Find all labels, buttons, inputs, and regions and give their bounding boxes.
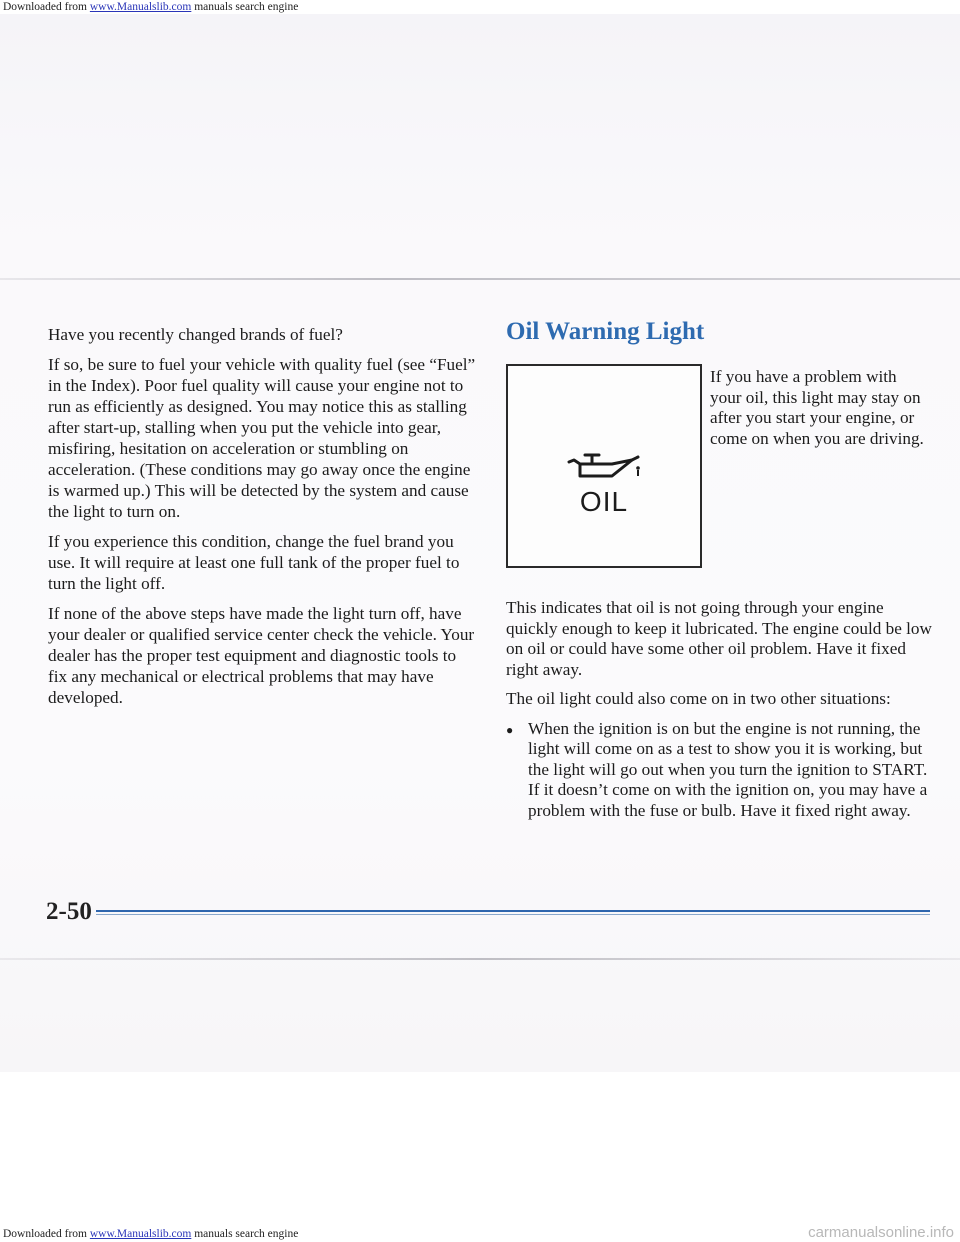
- banner-suffix: manuals search engine: [191, 1, 299, 13]
- oil-indicator-label: OIL: [579, 486, 629, 517]
- scan-top-edge: [0, 278, 960, 280]
- manualslib-link[interactable]: www.Manualslib.com: [89, 1228, 192, 1240]
- section-heading: Oil Warning Light: [506, 318, 705, 345]
- watermark: carmanualsonline.info: [808, 1224, 954, 1241]
- fuel-brand-paragraph: If you experience this condition, change the fuel brand you use. It will require at least one full tank of the proper fuel to turn the light off.: [48, 532, 460, 593]
- bottom-banner-text: [3, 1227, 298, 1241]
- footer-rule-thin: [96, 914, 930, 915]
- oil-can-icon: [566, 446, 642, 482]
- footer-rule: [96, 910, 930, 912]
- banner-prefix: Downloaded from: [3, 1228, 90, 1240]
- oil-lubrication-paragraph: This indicates that oil is not going through your engine quickly enough to keep it lubricated. The engine could be low on oil or could have some other oil problem. Have it fixed right away.: [506, 598, 932, 679]
- banner-prefix: Downloaded from: [3, 1, 90, 13]
- bullet-text: When the ignition is on but the engine is not running, the light will come on as a test to show you it is working, but the light will go out when you turn the ignition to START. If it doesn’t come on with the ignition on, you may have a problem with the fuse or bulb. Have it fixed right away.: [528, 718, 928, 820]
- page-number: 2-50: [46, 898, 92, 925]
- manualslib-link[interactable]: www.Manualslib.com: [89, 1, 192, 13]
- bullet-icon: ●: [506, 722, 514, 737]
- download-banner-bottom: [0, 1226, 960, 1242]
- fuel-question: Have you recently changed brands of fuel?: [48, 325, 343, 344]
- fuel-quality-paragraph: If so, be sure to fuel your vehicle with quality fuel (see “Fuel” in the Index). Poor fuel quality will cause your engine not to run as efficiently as designed. You may notice this as stalling after start-up, stalling when you put the vehicle into gear, misfiring, hesitation on acceleration or stumbling on acceleration. (These conditions may go away once the engine is warmed up.) This will be detected by the system and cause the light to turn on.: [48, 355, 476, 521]
- bullet-item: [506, 719, 936, 822]
- scan-bottom-edge: [0, 958, 960, 960]
- oil-situations-intro: The oil light could also come on in two other situations:: [506, 689, 891, 708]
- banner-suffix: manuals search engine: [191, 1228, 299, 1240]
- dealer-paragraph: If none of the above steps have made the light turn off, have your dealer or qualified service center check the vehicle. Your dealer has the proper test equipment and diagnostic tools to fix any mechanical or electrical problems that may have developed.: [48, 604, 475, 707]
- left-column: [48, 324, 478, 717]
- right-column: [506, 598, 936, 821]
- download-banner-top: [0, 0, 960, 14]
- oil-light-description: If you have a problem with your oil, this light may stay on after you start your engine, or come on when you are driving.: [710, 367, 924, 448]
- oil-warning-indicator: [506, 364, 702, 568]
